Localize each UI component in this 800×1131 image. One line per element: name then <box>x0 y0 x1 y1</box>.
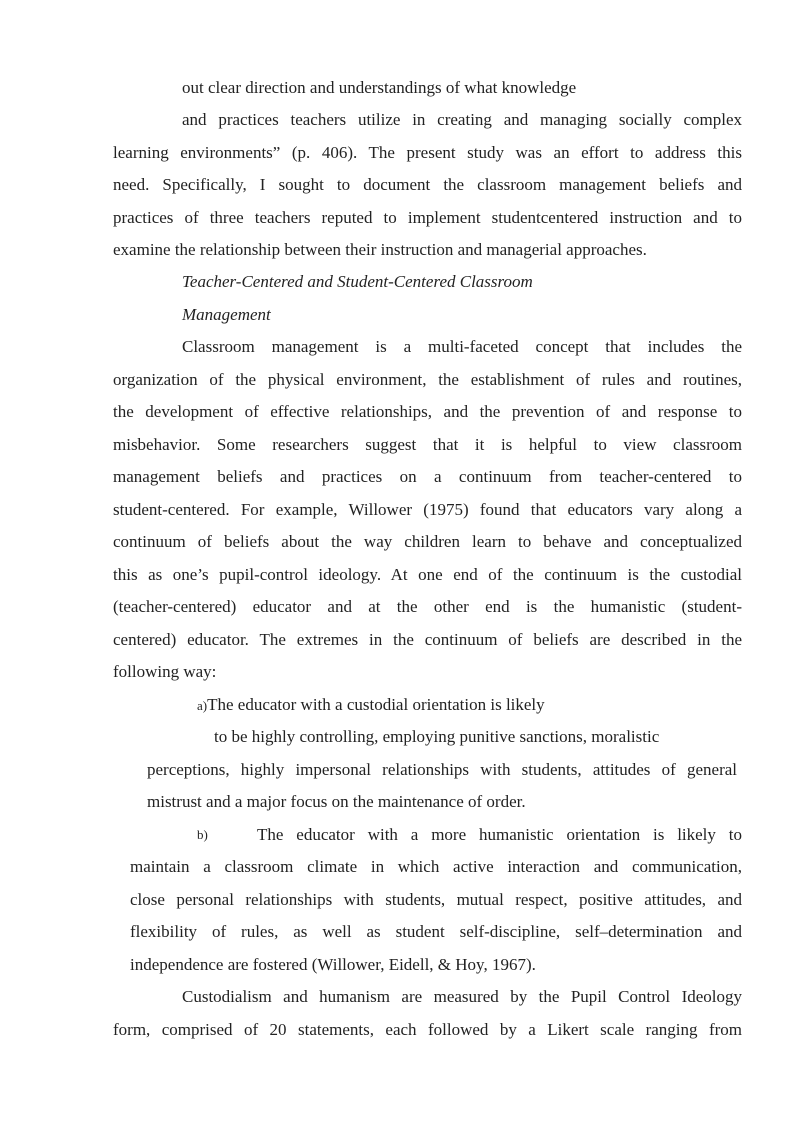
text-line: to be highly controlling, employing punitive sanctions, moralistic <box>214 727 660 746</box>
text-line: management beliefs and practices on a continuum from teacher-centered to <box>113 467 742 486</box>
text-line: student-centered. For example, Willower (1975) found that educators vary along a <box>113 500 742 519</box>
text-line: continuum of beliefs about the way children learn to behave and conceptualized <box>113 532 742 551</box>
text-line: Custodialism and humanism are measured by the Pupil Control Ideology <box>182 987 742 1006</box>
list-marker: a) <box>197 698 208 713</box>
text-line: the development of effective relationships, and the prevention of and response to <box>113 402 742 421</box>
text-line: learning environments” (p. 406). The present study was an effort to address this <box>113 143 742 162</box>
text-line: misbehavior. Some researchers suggest that it is helpful to view classroom <box>113 435 742 454</box>
section-heading: Teacher-Centered and Student-Centered Classroom <box>182 272 533 291</box>
text-line: practices of three teachers reputed to implement studentcentered instruction and to <box>113 208 742 227</box>
text-line: organization of the physical environment, the establishment of rules and routines, <box>113 370 742 389</box>
list-marker: b) <box>197 827 208 842</box>
text-line: Classroom management is a multi-faceted concept that includes the <box>182 337 742 356</box>
text-line: following way: <box>113 662 217 681</box>
text-line: perceptions, highly impersonal relationships with students, attitudes of general <box>147 760 737 779</box>
text-line: maintain a classroom climate in which active interaction and communication, <box>130 857 742 876</box>
text-line: flexibility of rules, as well as student self-discipline, self–determination and <box>130 922 742 941</box>
text-line: and practices teachers utilize in creating and managing socially complex <box>182 110 742 129</box>
text-line: centered) educator. The extremes in the continuum of beliefs are described in the <box>113 630 742 649</box>
text-line: form, comprised of 20 statements, each followed by a Likert scale ranging from <box>113 1020 742 1039</box>
section-heading: Management <box>182 305 271 324</box>
text-line: independence are fostered (Willower, Eidell, & Hoy, 1967). <box>130 955 536 974</box>
text-line: The educator with a more humanistic orientation is likely to <box>257 825 742 844</box>
text-line: (teacher-centered) educator and at the other end is the humanistic (student- <box>113 597 742 616</box>
list-item-a <box>197 695 545 716</box>
text-line: need. Specifically, I sought to document the classroom management beliefs and <box>113 175 742 194</box>
text-line: examine the relationship between their instruction and managerial approaches. <box>113 240 647 259</box>
text-line: out clear direction and understandings of what knowledge <box>182 78 577 97</box>
text-line: mistrust and a major focus on the maintenance of order. <box>147 792 526 811</box>
text-line: close personal relationships with students, mutual respect, positive attitudes, and <box>130 890 742 909</box>
text-line: this as one’s pupil-control ideology. At one end of the continuum is the custodial <box>113 565 742 584</box>
list-text: The educator with a custodial orientation is likely <box>207 695 545 714</box>
